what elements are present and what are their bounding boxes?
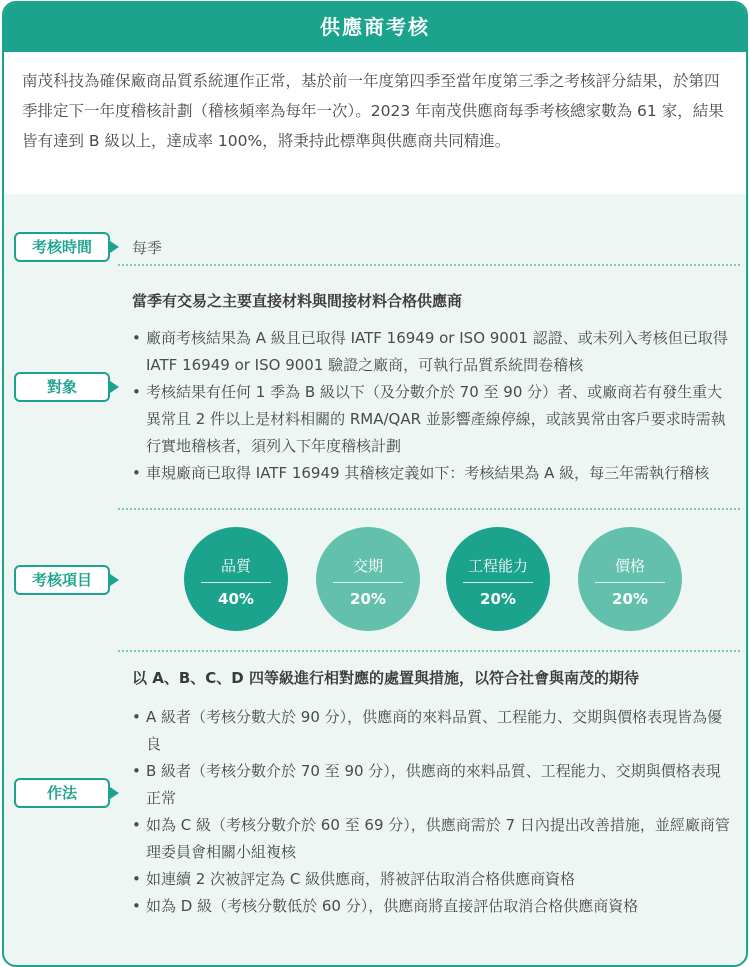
criteria-weight: 20% <box>480 590 516 608</box>
target-list <box>132 325 732 487</box>
criteria-weight: 20% <box>350 590 386 608</box>
divider <box>201 582 271 583</box>
list-item: • A 級者（考核分數大於 90 分），供應商的來料品質、工程能力、交期與價格表現皆為優良 <box>132 704 732 758</box>
criteria-name: 品質 <box>220 557 251 575</box>
divider <box>118 264 740 266</box>
audit-time-tag: 考核時間 <box>14 232 110 262</box>
target-heading: 當季有交易之主要直接材料與間接材料合格供應商 <box>132 292 463 310</box>
list-item: • 廠商考核結果為 A 級且已取得 IATF 16949 or ISO 9001 認證、或未列入考核但已取得 IATF 16949 or ISO 9001 驗證之廠商，可執行品質系統問卷稽核 <box>132 325 732 379</box>
list-item: • 如為 D 級（考核分數低於 60 分），供應商將直接評估取消合格供應商資格 <box>132 893 732 920</box>
list-item: • B 級者（考核分數介於 70 至 90 分），供應商的來料品質、工程能力、交期與價格表現正常 <box>132 758 732 812</box>
criteria-name: 交期 <box>352 557 383 575</box>
divider <box>118 508 740 510</box>
criteria-weight: 20% <box>612 590 648 608</box>
divider <box>118 650 740 652</box>
list-item: • 如為 C 級（考核分數介於 60 至 69 分），供應商需於 7 日內提出改善措施，並經廠商管理委員會相關小組複核 <box>132 812 732 866</box>
panel-title: 供應商考核 <box>4 3 746 52</box>
method-tag: 作法 <box>14 778 110 808</box>
list-item: • 如連續 2 次被評定為 C 級供應商，將被評估取消合格供應商資格 <box>132 866 732 893</box>
criteria-circle-engineering <box>446 527 550 631</box>
audit-time-value: 每季 <box>132 239 163 257</box>
list-item: • 考核結果有任何 1 季為 B 級以下（及分數介於 70 至 90 分）者、或廠商若有發生重大異常且 2 件以上是材料相關的 RMA/QAR 並影響產線停線，或該異常由客戶要求時需執行實地稽核者，須列入下年度稽核計劃 <box>132 379 732 460</box>
criteria-weight: 40% <box>218 590 254 608</box>
criteria-circle-quality <box>184 527 288 631</box>
criteria-name: 工程能力 <box>467 557 528 575</box>
list-item: • 車規廠商已取得 IATF 16949 其稽核定義如下：考核結果為 A 級，每三年需執行稽核 <box>132 460 732 487</box>
divider <box>463 582 533 583</box>
intro-paragraph: 南茂科技為確保廠商品質系統運作正常，基於前一年度第四季至當年度第三季之考核評分結果，於第四季排定下一年度稽核計劃（稽核頻率為每年一次）。2023 年南茂供應商每季考核總家數為 61 家，結果皆有達到 B 級以上，達成率 100%，將秉持此標準與供應商共同精進。 <box>4 52 746 194</box>
criteria-name: 價格 <box>614 557 645 575</box>
method-heading: 以 A、B、C、D 四等級進行相對應的處置與措施，以符合社會與南茂的期待 <box>132 669 639 687</box>
audit-items-tag: 考核項目 <box>14 565 110 595</box>
target-tag: 對象 <box>14 372 110 402</box>
method-list <box>132 704 732 920</box>
criteria-circle-delivery <box>316 527 420 631</box>
criteria-circle-price <box>578 527 682 631</box>
divider <box>595 582 665 583</box>
divider <box>333 582 403 583</box>
